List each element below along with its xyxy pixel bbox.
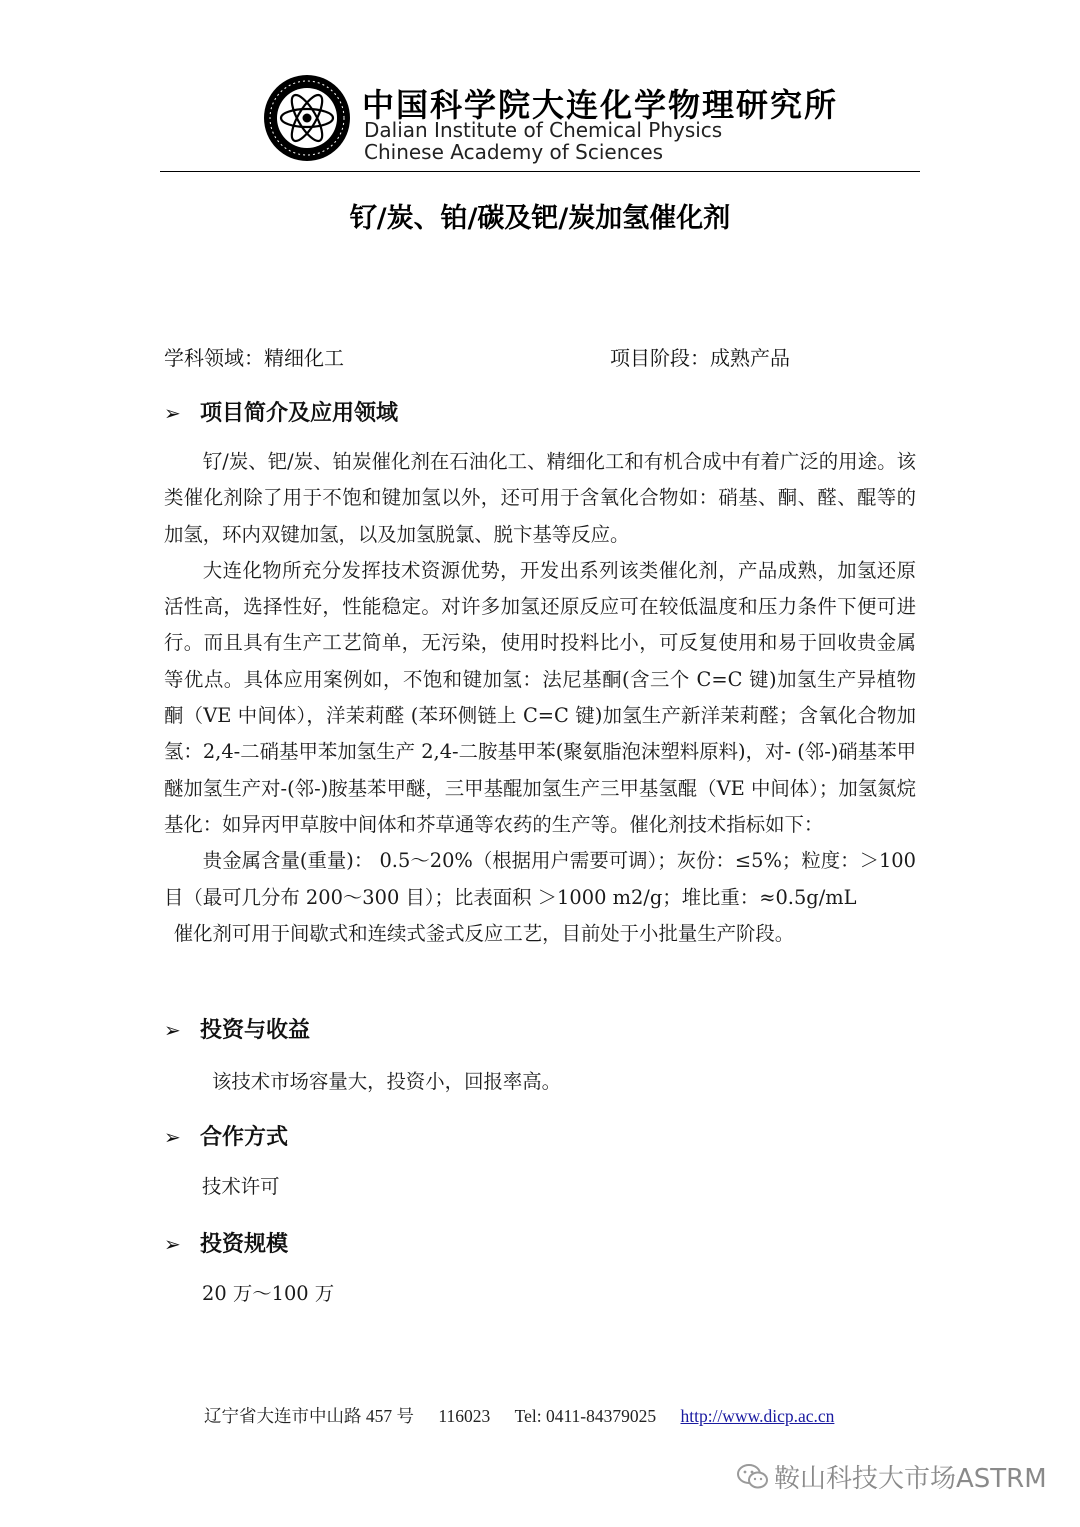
footer-postcode: 116023: [438, 1406, 491, 1426]
watermark-text: 鞍山科技大市场ASTRM: [774, 1464, 1047, 1494]
cooperation-text: 技术许可: [202, 1175, 280, 1198]
investment-return-text: 该技术市场容量大，投资小，回报率高。: [212, 1070, 562, 1093]
paragraph: 钌/炭、钯/炭、铂炭催化剂在石油化工、精细化工和有机合成中有着广泛的用途。该类催化剂除了用于不饱和键加氢以外，还可用于含氧化合物如：硝基、酮、醛、醌等的加氢，环内双键加氢，以及加氢脱氯、脱卞基等反应。: [164, 450, 916, 546]
subject-field: 学科领域：精细化工: [164, 346, 344, 370]
section-heading-cooperation: [164, 1120, 288, 1151]
footer-address: 辽宁省大连市中山路 457 号: [204, 1406, 414, 1426]
atom-emblem-icon: [262, 72, 352, 164]
institute-name-en-line1: Dalian Institute of Chemical Physics: [364, 118, 723, 142]
header-divider: [160, 171, 920, 172]
document-title: 钌/炭、铂/碳及钯/炭加氢催化剂: [349, 203, 731, 234]
section-body-intro: [164, 444, 916, 952]
institute-name-cn: 中国科学院大连化学物理研究所: [362, 86, 839, 124]
section-heading-label: 投资与收益: [200, 1018, 311, 1043]
investment-scale-text: 20 万～100 万: [202, 1282, 335, 1305]
footer-website-link[interactable]: http://www.dicp.ac.cn: [680, 1406, 835, 1426]
section-heading-label: 项目简介及应用领域: [200, 401, 399, 426]
section-heading-investment-return: [164, 1013, 310, 1044]
institute-name-en-line2: Chinese Academy of Sciences: [364, 140, 664, 164]
arrow-bullet-icon: ➢: [164, 1232, 181, 1256]
section-heading-investment-scale: [164, 1227, 288, 1258]
footer-tel: Tel: 0411-84379025: [514, 1406, 657, 1426]
section-heading-intro: [164, 396, 398, 427]
paragraph: 大连化物所充分发挥技术资源优势，开发出系列该类催化剂，产品成熟，加氢还原活性高，选择性好，性能稳定。对许多加氢还原反应可在较低温度和压力条件下便可进行。而且具有生产工艺简单，无污染，使用时投料比小，可反复使用和易于回收贵金属等优点。具体应用案例如，不饱和键加氢：法尼基酮(含三个 C=C 键)加氢生产异植物酮（VE 中间体），洋茉莉醛 (苯环侧链上 C=C 键)加氢生产新洋茉莉醛；含氧化合物加氢：2,4-二硝基甲苯加氢生产 2,4-二胺基甲苯(聚氨脂泡沫塑料原料)，对- (邻-)硝基苯甲醚加氢生产对-(邻-)胺基苯甲醚，三甲基醌加氢生产三甲基氢醌（VE 中间体）；加氢氮烷基化：如异丙甲草胺中间体和芥草通等农药的生产等。催化剂技术指标如下：: [164, 558, 916, 836]
section-heading-label: 投资规模: [200, 1232, 289, 1257]
arrow-bullet-icon: ➢: [164, 1018, 181, 1042]
arrow-bullet-icon: ➢: [164, 1125, 181, 1149]
footer: [204, 1403, 834, 1428]
section-heading-label: 合作方式: [200, 1125, 289, 1150]
project-stage: 项目阶段：成熟产品: [610, 346, 790, 370]
paragraph: 催化剂可用于间歇式和连续式釜式反应工艺，目前处于小批量生产阶段。: [173, 921, 795, 945]
wechat-icon: [736, 1462, 770, 1492]
paragraph: 贵金属含量(重量)： 0.5～20%（根据用户需要可调）；灰份：≤5%；粒度：＞100 目（最可几分布 200～300 目）；比表面积 ＞1000 m2/g；堆比重：≈0.5g/mL: [164, 849, 916, 909]
arrow-bullet-icon: ➢: [164, 401, 181, 425]
